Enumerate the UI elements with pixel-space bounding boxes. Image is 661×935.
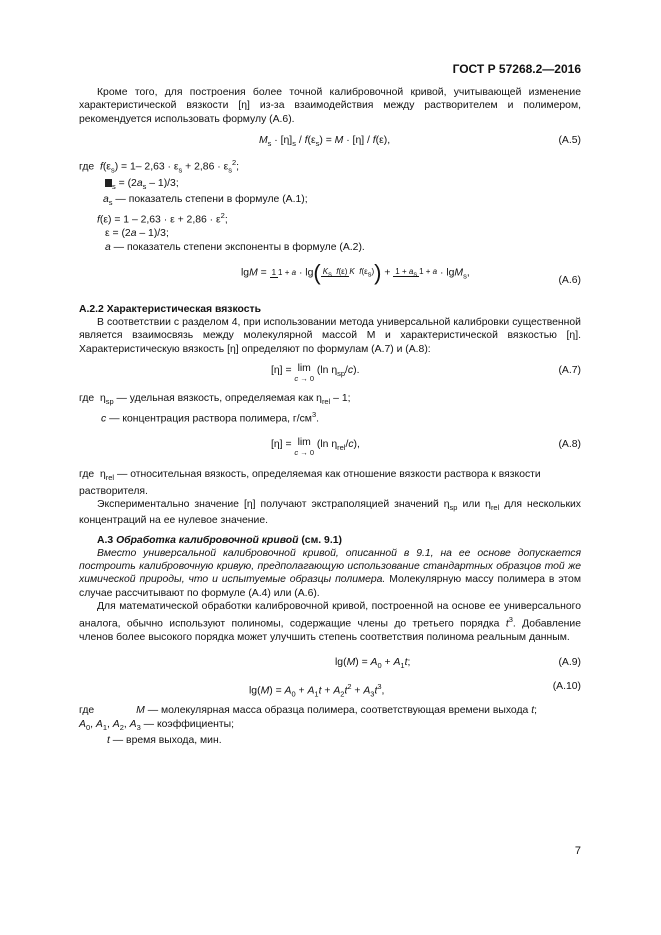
equation-a9 — [79, 654, 581, 674]
formula-a5: $M_s \cdot [\eta]_s / f(\varepsilon_s) = M \cdot [\eta] / f(\varepsilon)$, — [259, 134, 391, 148]
eps-s-glyph-icon — [105, 179, 112, 187]
paragraph-extrapolation: Экспериментально значение [η] получают экстраполяцией значений $\eta_{sp}$ или $\eta_{rel}$ для нескольких концентраций на ее нулевое значение. — [79, 498, 581, 527]
definitions-a7 — [79, 392, 581, 426]
def-f-eps: $f(\varepsilon) = 1 - 2,63 \cdot \varepsilon + 2,86 \cdot \varepsilon^2$; — [97, 211, 228, 226]
paragraph-a3-2: Для математической обработки калибровочной кривой, построенной на основе ее универсального аналога, обычно используют полиномы, содержащие члены до третьего порядка $t^3$. Добавление членов более высокого порядка может улучшить степень соответствия полинома реальным данным. — [79, 601, 581, 644]
def-coefficients: $A_0$, $A_1$, $A_2$, $A_3$ — коэффициенты; — [79, 718, 234, 732]
equation-number-a7: (A.7) — [558, 365, 581, 377]
paragraph-intro: Кроме того, для построения более точной калибровочной кривой, учитывающей изменение характеристической вязкости [η] из-за взаимодействия между растворителем и полимером, рекомендуется использовать формулу (A.6). — [79, 87, 581, 125]
equation-number-a10: (A.10) — [552, 681, 581, 693]
def-a-s: $a_s$ — показатель степени в формуле (A.1); — [103, 194, 308, 208]
section-heading-a22: A.2.2 Характеристическая вязкость — [79, 303, 262, 315]
equation-a5 — [79, 132, 581, 152]
def-a: a — показатель степени экспоненты в формуле (A.2). — [105, 241, 365, 253]
formula-a10: $\lg(M) = A_0 + A_1t + A_2t^2 + A_3t^3$, — [249, 682, 385, 699]
section-heading-a3: A.3 Обработка калибровочной кривой (см. 9.1) — [97, 534, 342, 546]
equation-number-a5: (A.5) — [558, 134, 581, 146]
equation-a6 — [79, 259, 581, 298]
page-body — [79, 86, 581, 747]
def-eta-sp: где $\eta_{sp}$ — удельная вязкость, определяемая как $\eta_{rel} - 1$; — [79, 393, 351, 407]
document-header: ГОСТ Р 57268.2—2016 — [452, 62, 581, 76]
def-c: c — концентрация раствора полимера, $г/см^3$. — [101, 410, 319, 425]
equation-number-a8: (A.8) — [558, 439, 581, 451]
def-eps: ε = (2a – 1)/3; — [105, 228, 169, 240]
def-eps-s: $_s = (2a_s - 1)/3$; — [79, 177, 581, 193]
formula-a9: $\lg(M) = A_0 + A_1t$; — [335, 657, 411, 671]
equation-a7 — [79, 362, 581, 388]
page-number: 7 — [574, 845, 581, 857]
def-eta-rel: где $\eta_{rel}$ — относительная вязкость, определяемая как отношение вязкости раствора к вязкости растворителя. — [79, 469, 541, 497]
equation-number-a6: (A.6) — [558, 274, 581, 286]
formula-a7: [η] = lim c → 0 (ln $\eta_{sp}/c$). — [271, 363, 360, 384]
definitions-a5 — [79, 156, 581, 254]
def-t: t — время выхода, мин. — [107, 735, 222, 747]
def-f-eps-s: где $f(\varepsilon_s) = 1-$ $2,63 \cdot \varepsilon_s + 2,86 \cdot \varepsilon_s^2$; — [79, 157, 240, 175]
def-m: где M — молекулярная масса образца полимера, соответствующая времени выхода t; — [79, 705, 537, 717]
definitions-final — [79, 704, 581, 747]
formula-a8: [η] = lim c → 0 (ln $\eta_{rel}/c$), — [271, 437, 360, 458]
equation-a8 — [79, 436, 581, 464]
equation-number-a9: (A.9) — [558, 657, 581, 669]
paragraph-a22: В соответствии с разделом 4, при использовании метода универсальной калибровки существенной является взаимосвязь между молекулярной массой M и характеристической вязкостью [η]. Характеристическую вязкость [η] определяют по формулам (A.7) и (A.8): — [79, 317, 581, 355]
equation-a10 — [79, 678, 581, 698]
formula-a6: lgM = 1 1 + a · lg( $K_s$ f(ε) K $f(\varepsilon_s)) + 1 + a_s$ 1 + a · lgM$_s$, — [241, 259, 470, 285]
paragraph-a3-1: Вместо универсальной калибровочной кривой, описанной в 9.1, на ее основе допускается построить калибровочную кривую, предполагающую использование стандартных образцов той же химической природы, что и испытуемые образцы полимера. Молекулярную массу полимера в этом случае рассчитывают по формуле (A.4) или (A.6). — [79, 547, 581, 599]
